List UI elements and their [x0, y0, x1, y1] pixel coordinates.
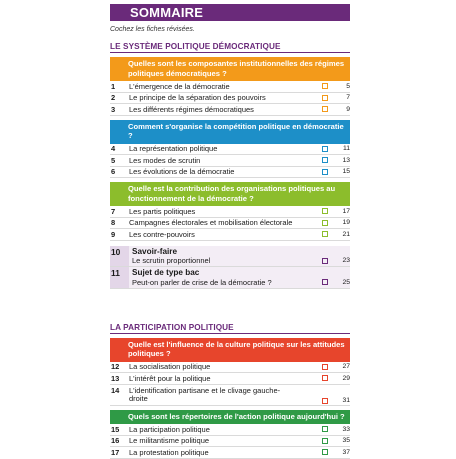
checkbox[interactable]: [322, 106, 328, 112]
checkbox[interactable]: [322, 231, 328, 237]
sheet-type-title: Sujet de type bac: [132, 268, 200, 277]
toc-row[interactable]: [110, 218, 350, 230]
page-number: 29: [342, 374, 350, 382]
checkbox[interactable]: [322, 364, 328, 370]
page-number: 21: [342, 230, 350, 238]
sheet-number: 15: [111, 424, 120, 434]
toc-row[interactable]: [110, 436, 350, 448]
sheet-title: La représentation politique: [129, 144, 218, 154]
page-title: SOMMAIRE: [110, 4, 350, 21]
question-header-1: Quelles sont les composantes institutionnelles des régimes politiques démocratiques ?: [110, 57, 350, 81]
sheet-title: Le principe de la séparation des pouvoirs: [129, 93, 266, 103]
question-header-2: Comment s'organise la compétition politique en démocratie ?: [110, 120, 350, 144]
instructions: Cochez les fiches révisées.: [110, 26, 195, 33]
sheet-title: Les différents régimes démocratiques: [129, 104, 254, 114]
sheet-number: 14: [111, 385, 120, 395]
checkbox[interactable]: [322, 279, 328, 285]
sheet-title: Campagnes électorales et mobilisation électorale: [129, 218, 293, 228]
sheet-number: 17: [111, 447, 120, 457]
page-number: 27: [342, 363, 350, 371]
page-number: 11: [342, 145, 350, 153]
sheet-number: 1: [111, 81, 116, 91]
sheet-title: Peut-on parler de crise de la démocratie ?: [132, 277, 272, 287]
toc-row[interactable]: [110, 81, 350, 93]
sheet-title: L'identification partisane et le clivage gauche-droite: [129, 386, 281, 403]
sheet-title: Les partis politiques: [129, 206, 196, 216]
sheet-number: 9: [111, 229, 116, 239]
toc-row[interactable]: [110, 385, 350, 406]
page-number: 13: [342, 156, 350, 164]
checkbox[interactable]: [322, 169, 328, 175]
page-number: 31: [342, 396, 350, 404]
page-number: 25: [342, 278, 350, 286]
sheet-number: 13: [111, 373, 120, 383]
checkbox[interactable]: [322, 208, 328, 214]
page-number: 15: [342, 168, 350, 176]
toc-row-sujet-bac[interactable]: [110, 267, 350, 289]
page-number: 9: [346, 105, 350, 113]
checkbox[interactable]: [322, 83, 328, 89]
sheet-number: 4: [111, 144, 116, 154]
page-number: 5: [346, 82, 350, 90]
checkbox[interactable]: [322, 146, 328, 152]
sheet-number: 2: [111, 93, 116, 103]
sheet-title: Le militantisme politique: [129, 436, 210, 446]
sheet-type-title: Savoir-faire: [132, 246, 178, 256]
sheet-title: L'intérêt pour la politique: [129, 373, 211, 383]
part-heading-2: LA PARTICIPATION POLITIQUE: [110, 323, 350, 334]
extra-sheets: [110, 246, 350, 289]
sheet-number: 11: [110, 267, 129, 288]
table-of-contents: [110, 4, 350, 459]
sheet-title: L'émergence de la démocratie: [129, 81, 230, 91]
page-number: 19: [342, 219, 350, 227]
toc-row[interactable]: [110, 144, 350, 156]
question-header-4: Quelle est l'influence de la culture politique sur les attitudes politiques ?: [110, 338, 350, 362]
toc-row[interactable]: [110, 373, 350, 385]
page-number: 23: [342, 257, 350, 264]
sheet-title: Les modes de scrutin: [129, 155, 201, 165]
toc-row[interactable]: [110, 362, 350, 374]
toc-row[interactable]: [110, 155, 350, 167]
question-header-3: Quelle est la contribution des organisations politiques au fonctionnement de la démocratie ?: [110, 182, 350, 206]
page-number: 17: [342, 207, 350, 215]
checkbox[interactable]: [322, 438, 328, 444]
toc-row[interactable]: [110, 104, 350, 116]
sheet-title: Les évolutions de la démocratie: [129, 167, 235, 177]
sheet-number: 5: [111, 155, 116, 165]
checkbox[interactable]: [322, 449, 328, 455]
question-header-5: Quels sont les répertoires de l'action politique aujourd'hui ?: [110, 410, 350, 425]
page-number: 37: [342, 448, 350, 456]
checkbox[interactable]: [322, 426, 328, 432]
sheet-number: 6: [111, 167, 116, 177]
toc-row[interactable]: [110, 447, 350, 459]
sheet-title: La participation politique: [129, 424, 210, 434]
sheet-title: La protestation politique: [129, 447, 209, 457]
checkbox[interactable]: [322, 95, 328, 101]
checkbox[interactable]: [322, 398, 328, 404]
part-heading-1: LE SYSTÈME POLITIQUE DÉMOCRATIQUE: [110, 42, 350, 53]
checkbox[interactable]: [322, 157, 328, 163]
page-number: 7: [346, 94, 350, 102]
sheet-number: 10: [110, 246, 129, 267]
checkbox[interactable]: [322, 375, 328, 381]
sheet-number: 12: [111, 362, 120, 372]
toc-row-savoir-faire[interactable]: [110, 246, 350, 268]
toc-row[interactable]: [110, 229, 350, 241]
sheet-title: Les contre-pouvoirs: [129, 229, 195, 239]
sheet-number: 7: [111, 206, 116, 216]
sheet-title: La socialisation politique: [129, 362, 211, 372]
sheet-number: 16: [111, 436, 120, 446]
sheet-title: Le scrutin proportionnel: [132, 256, 211, 265]
checkbox[interactable]: [322, 220, 328, 226]
toc-row[interactable]: [110, 93, 350, 105]
sheet-number: 3: [111, 104, 116, 114]
checkbox[interactable]: [322, 258, 328, 264]
page-number: 33: [342, 425, 350, 433]
page-number: 35: [342, 437, 350, 445]
sheet-number: 8: [111, 218, 116, 228]
toc-row[interactable]: [110, 206, 350, 218]
toc-row[interactable]: [110, 424, 350, 436]
toc-row[interactable]: [110, 167, 350, 179]
